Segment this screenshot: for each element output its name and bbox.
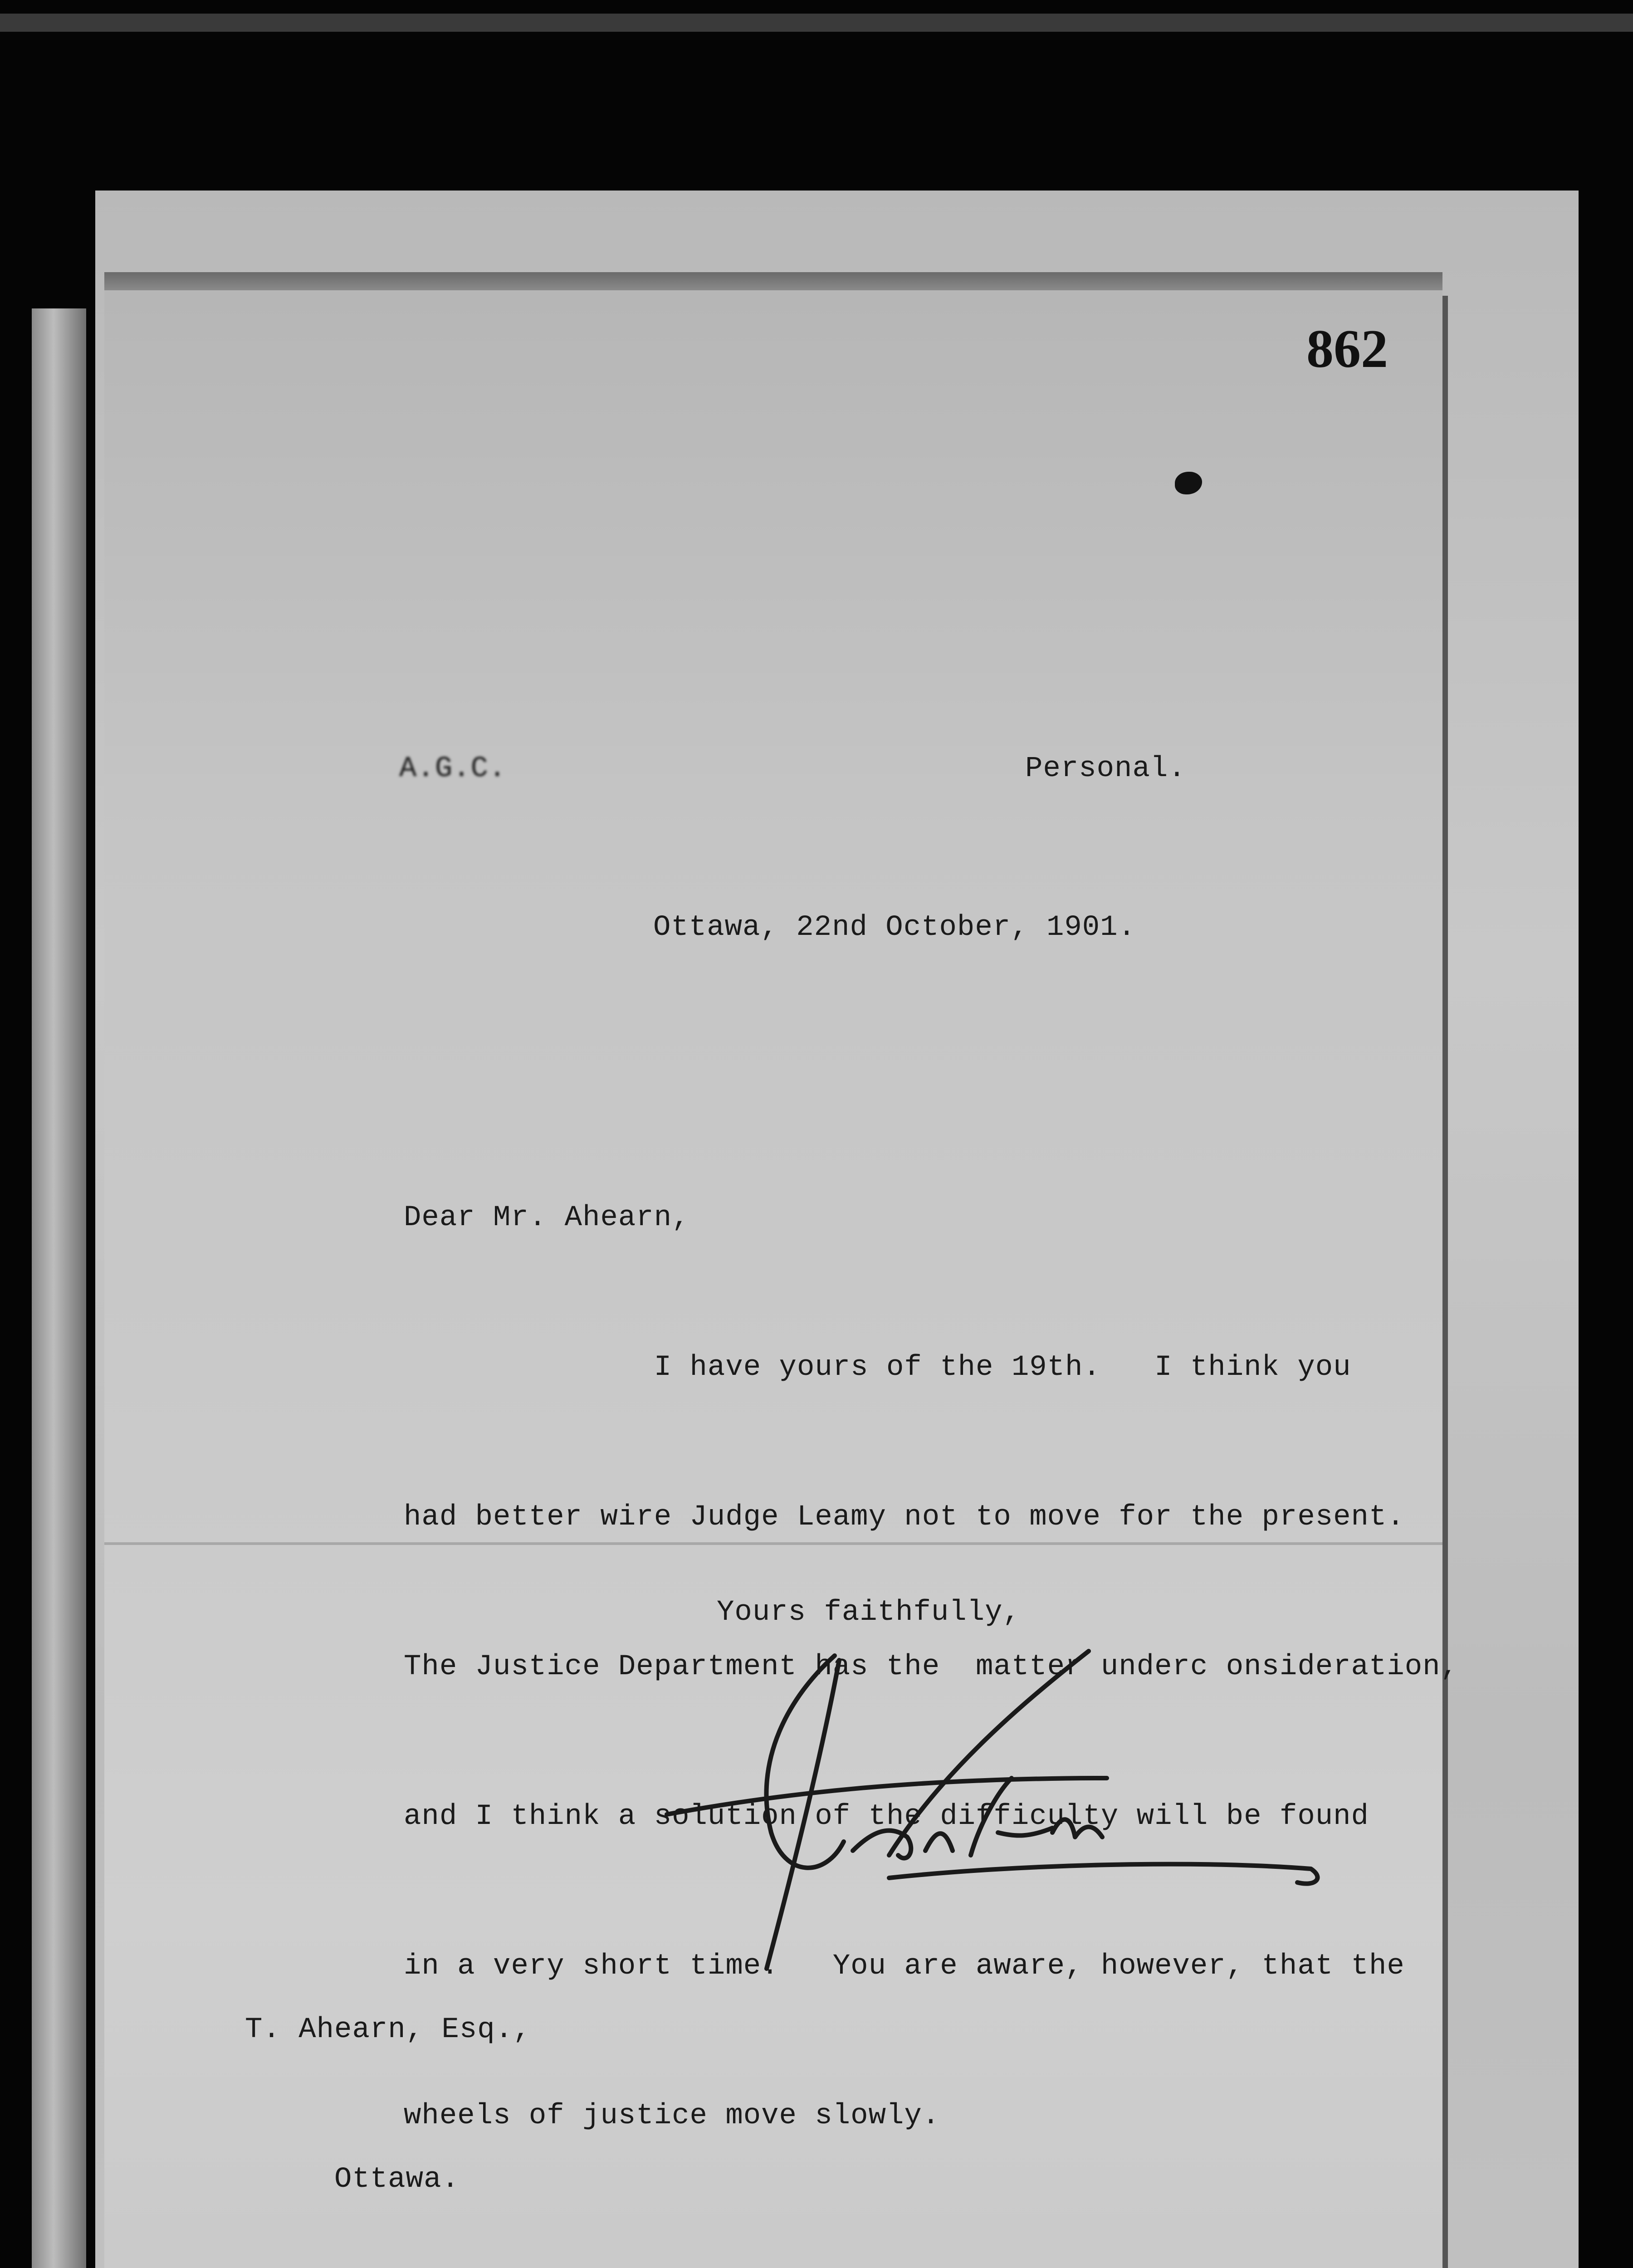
addressee-name: T. Ahearn, Esq.,	[245, 2014, 531, 2046]
closing: Yours faithfully,	[717, 1596, 1021, 1629]
addressee-block	[245, 1905, 531, 2254]
body-line: The Justice Department has the matter underc onsideration,	[404, 1651, 1458, 1683]
body-line: I have yours of the 19th. I think you	[404, 1351, 1351, 1384]
body-line: had better wire Judge Leamy not to move for the present.	[404, 1501, 1405, 1534]
sender-initials: A.G.C.	[399, 753, 507, 785]
body-line: in a very short time. You are aware, however, that the	[404, 1950, 1405, 1983]
film-edge-left	[32, 308, 86, 2268]
page-number: 862	[1306, 318, 1388, 379]
addressee-city: Ottawa.	[245, 2163, 460, 2196]
personal-label: Personal.	[1025, 753, 1186, 785]
salutation: Dear Mr. Ahearn,	[404, 1202, 690, 1234]
dateline: Ottawa, 22nd October, 1901.	[653, 911, 1136, 944]
handwritten-signature	[653, 1642, 1334, 1987]
body-line: wheels of justice move slowly.	[404, 2100, 940, 2132]
body-line: and I think a solution of the difficulty will be found	[404, 1800, 1369, 1833]
film-top-strip	[0, 14, 1633, 32]
